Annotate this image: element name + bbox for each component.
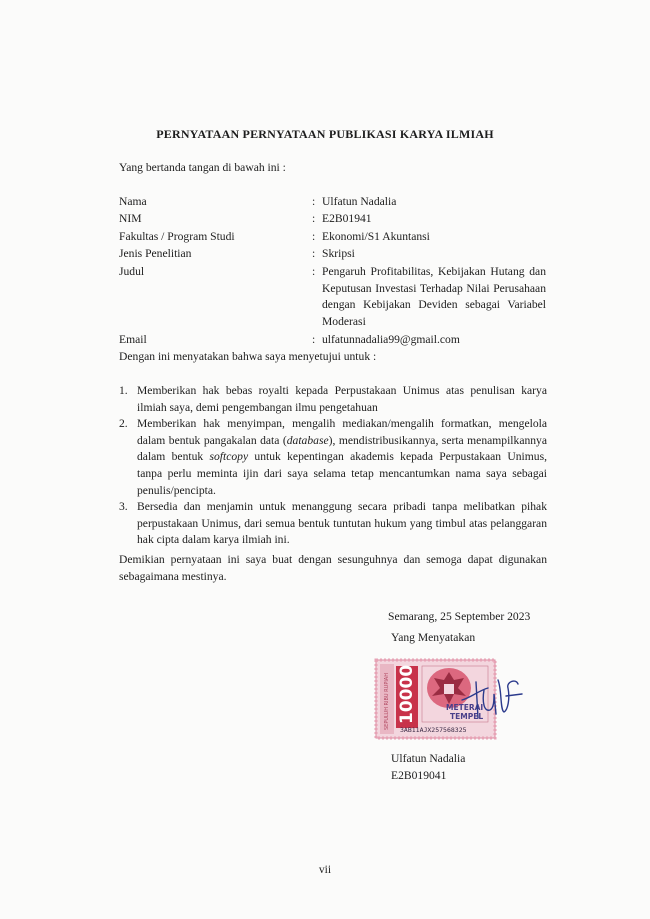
field-value-judul: Pengaruh Profitabilitas, Kebijakan Hutang dan Keputusan Investasi Terhadap Nilai Perusahaan dengan Kebijakan Deviden sebagai Variabel Moderasi bbox=[322, 265, 546, 328]
field-label-fakultas: Fakultas / Program Studi bbox=[119, 230, 235, 243]
list-number: 3. bbox=[119, 500, 128, 514]
field-colon: : bbox=[312, 247, 316, 260]
field-label-judul: Judul bbox=[119, 265, 145, 278]
stamp-value: 10000 bbox=[397, 664, 417, 724]
list-text: Memberikan hak bebas royalti kepada Perpustakaan Unimus atas penulisan karya ilmiah saya, demi pengembangan ilmu pengetahuan bbox=[137, 384, 547, 414]
signer-name: Ulfatun Nadalia bbox=[391, 752, 466, 765]
stamp-serial: 3AB11AJX257568325 bbox=[400, 726, 467, 734]
consent-list bbox=[119, 383, 547, 549]
signer-role: Yang Menyatakan bbox=[391, 631, 476, 644]
stamp-line2: TEMPEL bbox=[450, 712, 484, 721]
list-text: ), mendistribusikannya, serta menampilkannya dalam bentuk bbox=[137, 433, 548, 464]
list-item bbox=[119, 499, 547, 549]
signer-nim: E2B019041 bbox=[391, 769, 447, 782]
place-date: Semarang, 25 September 2023 bbox=[388, 610, 531, 623]
signature bbox=[460, 660, 530, 730]
stamp-side-text: SEPULUH RIBU RUPIAH bbox=[384, 673, 390, 730]
italic-term: database bbox=[286, 433, 329, 447]
field-value-fakultas: Ekonomi/S1 Akuntansi bbox=[322, 230, 430, 243]
field-colon: : bbox=[312, 195, 316, 208]
list-number: 1. bbox=[119, 384, 128, 397]
document-title: PERNYATAAN PERNYATAAN PUBLIKASI KARYA ILMIAH bbox=[156, 127, 494, 141]
list-item bbox=[119, 416, 547, 499]
field-value-nama: Ulfatun Nadalia bbox=[322, 195, 397, 208]
field-colon: : bbox=[312, 265, 316, 278]
intro-text: Yang bertanda tangan di bawah ini : bbox=[119, 161, 286, 174]
stamp-line1: METERAI bbox=[446, 703, 484, 712]
field-colon: : bbox=[312, 212, 316, 225]
list-text: Bersedia dan menjamin untuk menanggung secara pribadi tanpa melibatkan pihak perpustakaan Unimus, dari semua bentuk tuntutan hukum yang timbul atas pelanggaran hak cipta dalam karya ilmiah ini. bbox=[137, 500, 547, 547]
field-colon: : bbox=[312, 230, 316, 243]
italic-term: softcopy bbox=[209, 450, 249, 464]
field-value-jenis: Skripsi bbox=[322, 247, 355, 260]
field-label-nim: NIM bbox=[119, 212, 142, 225]
field-label-jenis: Jenis Penelitian bbox=[119, 247, 192, 260]
field-colon: : bbox=[312, 333, 316, 346]
list-number: 2. bbox=[119, 417, 128, 431]
field-value-nim: E2B01941 bbox=[322, 212, 372, 225]
list-text: untuk kepentingan akademis kepada Perpustakaan Unimus, tanpa perlu meminta ijin dari saya selama tetap mencantumkan nama saya sebagai penulis/pencipta. bbox=[137, 450, 548, 497]
field-value-email: ulfatunnadalia99@gmail.com bbox=[322, 333, 460, 346]
list-item bbox=[119, 383, 547, 416]
field-label-email: Email bbox=[119, 333, 147, 346]
field-label-nama: Nama bbox=[119, 195, 147, 208]
statement-text: Dengan ini menyatakan bahwa saya menyetujui untuk : bbox=[119, 350, 377, 363]
page-number: vii bbox=[318, 863, 332, 876]
list-text: Memberikan hak menyimpan, mengalih mediakan/mengalih formatkan, mengelola dalam bentuk pangakalan data ( bbox=[137, 417, 547, 447]
closing-text: Demikian pernyataan ini saya buat dengan sesunguhnya dan semoga dapat digunakan sebagaimana mestinya. bbox=[119, 553, 547, 583]
